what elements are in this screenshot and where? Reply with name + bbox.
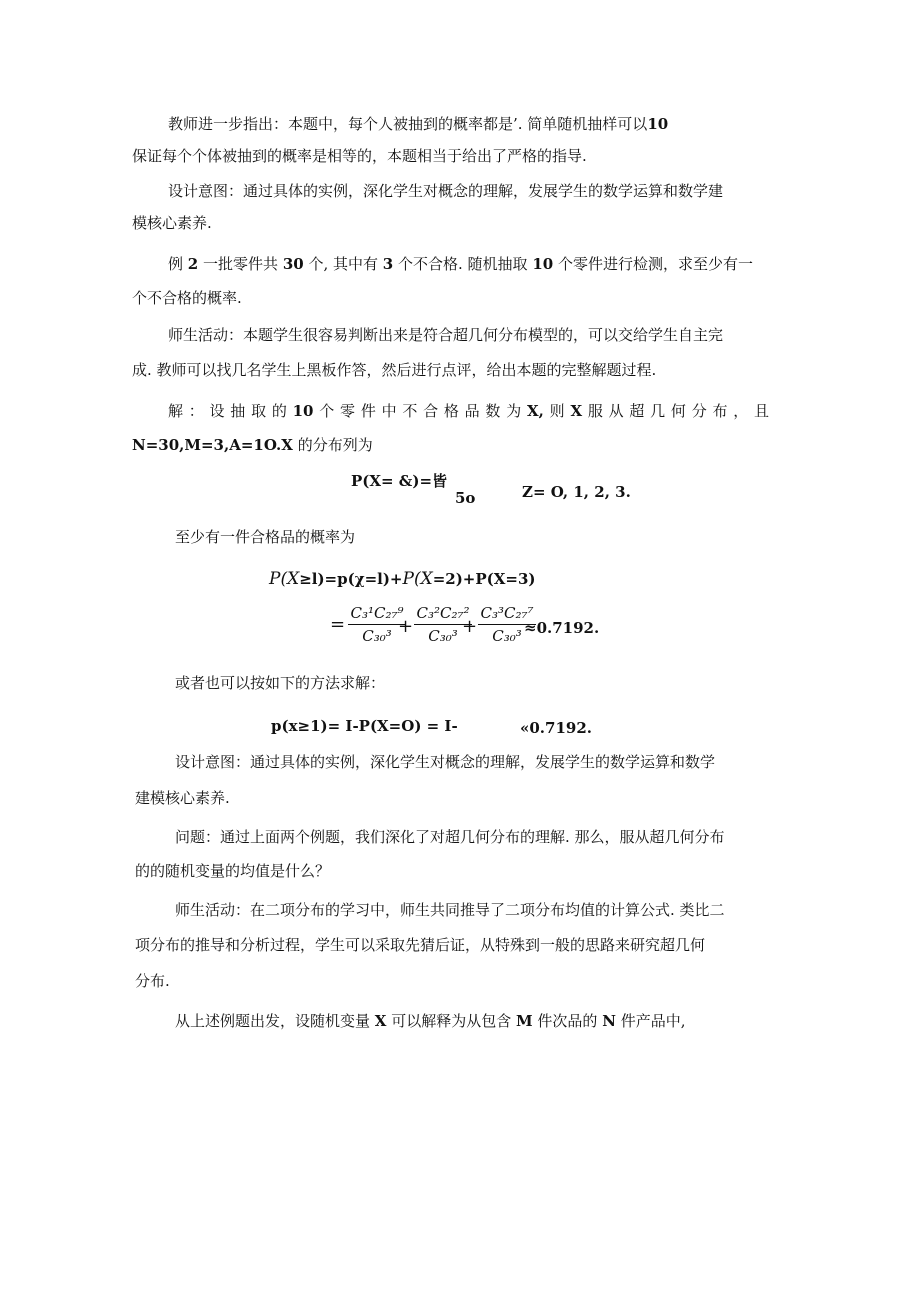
p11-line1: 从上述例题出发，设随机变量 X 可以解释为从包含 M 件次品的 N 件产品中, — [175, 1012, 686, 1030]
formula1-left: P(X= &)=皆 — [351, 472, 448, 490]
formula2-equals: = — [330, 614, 346, 635]
formula3-right: «0.7192. — [520, 719, 593, 737]
p4-line2: 成. 教师可以找几名学生上黑板作答，然后进行点评，给出本题的完整解题过程. — [132, 361, 657, 379]
formula1-under: 5o — [455, 489, 476, 507]
fraction-3: C₃³C₂₇⁷ C₃₀³ — [478, 603, 536, 646]
fraction-1: C₃¹C₂₇⁹ C₃₀³ — [348, 603, 406, 646]
p10-line2: 项分布的推导和分析过程，学生可以采取先猜后证，从特殊到一般的思路来研究超几何 — [135, 936, 706, 954]
p9-line2: 的的随机变量的均值是什么？ — [135, 862, 331, 880]
p3-line2: 个不合格的概率. — [132, 289, 242, 307]
fraction-2: C₃²C₂₇² C₃₀³ — [414, 603, 472, 646]
p4-line1: 师生活动：本题学生很容易判断出来是符合超几何分布模型的，可以交给学生自主完 — [168, 326, 724, 344]
p10-line1: 师生活动：在二项分布的学习中，师生共同推导了二项分布均值的计算公式. 类比二 — [175, 901, 725, 919]
formula3-left: p(x≥1)= I-P(X=O) = I- — [271, 717, 458, 735]
plus-2: + — [462, 616, 478, 637]
p3-line1: 例 2 一批零件共 30 个, 其中有 3 个不合格. 随机抽取 10 个零件进行检测，求至少有一 — [168, 255, 754, 273]
p2-line1: 设计意图：通过具体的实例，深化学生对概念的理解，发展学生的数学运算和数学建 — [168, 182, 724, 200]
p5-line1: 解 ： 设 抽 取 的 10 个 零 件 中 不 合 格 品 数 为 X, 则 X 服 从 超 几 何 分 布 ， 且 — [168, 402, 770, 420]
p7: 或者也可以按如下的方法求解： — [175, 674, 386, 692]
p5-line2: N=30,M=3,A=1O.X 的分布列为 — [132, 436, 373, 454]
formula2-line1: P(X≥l)=p(χ=l)+P(X=2)+P(X=3) — [269, 569, 536, 589]
formula2-approx: ≈0.7192. — [524, 619, 600, 637]
p1-line2: 保证每个个体被抽到的概率是相等的，本题相当于给出了严格的指导. — [132, 147, 587, 165]
plus-1: + — [398, 616, 414, 637]
p8-line1: 设计意图：通过具体的实例，深化学生对概念的理解，发展学生的数学运算和数学 — [175, 753, 716, 771]
p8-line2: 建模核心素养. — [135, 789, 230, 807]
p9-line1: 问题：通过上面两个例题，我们深化了对超几何分布的理解. 那么，服从超几何分布 — [175, 828, 725, 846]
p6: 至少有一件合格品的概率为 — [175, 528, 356, 546]
formula1-right: Z= O, 1, 2, 3. — [522, 483, 631, 501]
p2-line2: 模核心素养. — [132, 214, 212, 232]
p10-line3: 分布. — [135, 972, 170, 990]
p1-line1: 教师进一步指出：本题中，每个人被抽到的概率都是’. 简单随机抽样可以10 — [168, 115, 669, 133]
